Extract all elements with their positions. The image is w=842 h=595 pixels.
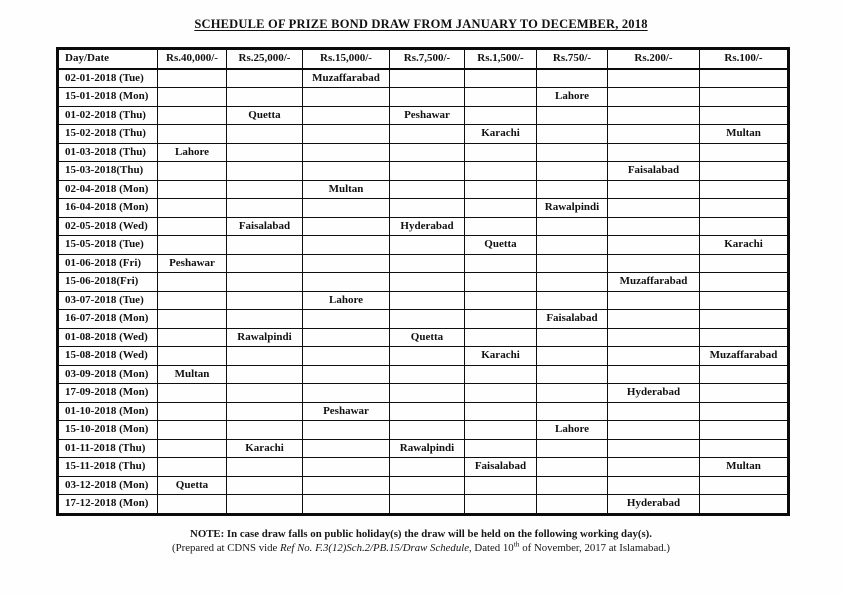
table-row — [58, 384, 789, 403]
empty-cell — [608, 236, 700, 255]
empty-cell — [227, 236, 303, 255]
draw-city-cell: Rawalpindi — [537, 199, 608, 218]
draw-city-cell: Quetta — [158, 476, 227, 495]
draw-city-cell: Multan — [700, 458, 789, 477]
empty-cell — [158, 125, 227, 144]
empty-cell — [227, 310, 303, 329]
empty-cell — [700, 254, 789, 273]
table-row — [58, 199, 789, 218]
date-cell: 01-02-2018 (Thu) — [58, 106, 158, 125]
note-suffix: of November, 2017 at Islamabad.) — [519, 542, 670, 555]
table-header — [58, 49, 789, 69]
empty-cell — [227, 458, 303, 477]
empty-cell — [303, 217, 390, 236]
empty-cell — [537, 402, 608, 421]
empty-cell — [465, 291, 537, 310]
empty-cell — [465, 384, 537, 403]
empty-cell — [158, 162, 227, 181]
empty-cell — [390, 310, 465, 329]
draw-city-cell: Karachi — [227, 439, 303, 458]
empty-cell — [537, 162, 608, 181]
empty-cell — [537, 495, 608, 515]
empty-cell — [390, 291, 465, 310]
prize-bond-schedule-table — [56, 47, 790, 516]
empty-cell — [158, 273, 227, 292]
empty-cell — [227, 273, 303, 292]
empty-cell — [465, 402, 537, 421]
draw-city-cell: Karachi — [700, 236, 789, 255]
draw-city-cell: Multan — [303, 180, 390, 199]
empty-cell — [537, 439, 608, 458]
empty-cell — [227, 254, 303, 273]
date-cell: 15-05-2018 (Tue) — [58, 236, 158, 255]
draw-city-cell: Lahore — [537, 421, 608, 440]
empty-cell — [608, 125, 700, 144]
empty-cell — [608, 254, 700, 273]
draw-city-cell: Rawalpindi — [390, 439, 465, 458]
empty-cell — [537, 476, 608, 495]
empty-cell — [303, 421, 390, 440]
empty-cell — [537, 180, 608, 199]
empty-cell — [608, 143, 700, 162]
empty-cell — [158, 458, 227, 477]
table-row — [58, 254, 789, 273]
schedule-table-body — [58, 69, 789, 515]
empty-cell — [465, 180, 537, 199]
date-cell: 01-08-2018 (Wed) — [58, 328, 158, 347]
empty-cell — [390, 458, 465, 477]
date-cell: 03-12-2018 (Mon) — [58, 476, 158, 495]
empty-cell — [700, 328, 789, 347]
empty-cell — [303, 106, 390, 125]
column-header-denomination: Rs.15,000/- — [303, 49, 390, 69]
empty-cell — [227, 402, 303, 421]
empty-cell — [465, 69, 537, 88]
empty-cell — [390, 199, 465, 218]
table-row — [58, 236, 789, 255]
empty-cell — [700, 365, 789, 384]
empty-cell — [537, 273, 608, 292]
table-row — [58, 88, 789, 107]
table-row — [58, 69, 789, 88]
empty-cell — [465, 328, 537, 347]
empty-cell — [227, 347, 303, 366]
draw-city-cell: Quetta — [465, 236, 537, 255]
empty-cell — [303, 310, 390, 329]
draw-city-cell: Faisalabad — [537, 310, 608, 329]
draw-city-cell: Quetta — [390, 328, 465, 347]
empty-cell — [537, 254, 608, 273]
empty-cell — [537, 458, 608, 477]
draw-city-cell: Multan — [700, 125, 789, 144]
empty-cell — [465, 199, 537, 218]
column-header-denomination: Rs.1,500/- — [465, 49, 537, 69]
date-cell: 15-01-2018 (Mon) — [58, 88, 158, 107]
header-row — [58, 49, 789, 69]
column-header-denomination: Rs.40,000/- — [158, 49, 227, 69]
table-row — [58, 458, 789, 477]
table-row — [58, 365, 789, 384]
empty-cell — [465, 365, 537, 384]
document-title: SCHEDULE OF PRIZE BOND DRAW FROM JANUARY TO DECEMBER, 2018 — [194, 17, 648, 31]
empty-cell — [158, 402, 227, 421]
table-row — [58, 402, 789, 421]
empty-cell — [158, 199, 227, 218]
empty-cell — [390, 402, 465, 421]
note-reference: Ref No. F.3(12)Sch.2/PB.15/Draw Schedule — [280, 542, 470, 555]
empty-cell — [158, 328, 227, 347]
empty-cell — [465, 439, 537, 458]
empty-cell — [700, 106, 789, 125]
note-mid: , Dated 10 — [469, 542, 514, 555]
empty-cell — [390, 125, 465, 144]
draw-city-cell: Hyderabad — [390, 217, 465, 236]
empty-cell — [465, 88, 537, 107]
table-row — [58, 273, 789, 292]
empty-cell — [608, 328, 700, 347]
draw-city-cell: Lahore — [303, 291, 390, 310]
empty-cell — [303, 384, 390, 403]
empty-cell — [537, 347, 608, 366]
date-cell: 02-04-2018 (Mon) — [58, 180, 158, 199]
empty-cell — [390, 69, 465, 88]
column-header-denomination: Rs.100/- — [700, 49, 789, 69]
empty-cell — [608, 458, 700, 477]
empty-cell — [227, 143, 303, 162]
draw-city-cell: Karachi — [465, 347, 537, 366]
table-row — [58, 162, 789, 181]
column-header-denomination: Rs.200/- — [608, 49, 700, 69]
column-header-day-date: Day/Date — [58, 49, 158, 69]
empty-cell — [158, 236, 227, 255]
date-cell: 15-02-2018 (Thu) — [58, 125, 158, 144]
empty-cell — [700, 384, 789, 403]
draw-city-cell: Faisalabad — [608, 162, 700, 181]
empty-cell — [465, 217, 537, 236]
empty-cell — [227, 180, 303, 199]
empty-cell — [227, 69, 303, 88]
empty-cell — [390, 236, 465, 255]
empty-cell — [390, 273, 465, 292]
table-row — [58, 476, 789, 495]
empty-cell — [537, 328, 608, 347]
empty-cell — [303, 273, 390, 292]
empty-cell — [537, 69, 608, 88]
empty-cell — [465, 254, 537, 273]
empty-cell — [227, 476, 303, 495]
empty-cell — [608, 402, 700, 421]
draw-city-cell: Karachi — [465, 125, 537, 144]
empty-cell — [537, 236, 608, 255]
empty-cell — [608, 439, 700, 458]
empty-cell — [303, 143, 390, 162]
table-row — [58, 328, 789, 347]
empty-cell — [608, 347, 700, 366]
date-cell: 01-10-2018 (Mon) — [58, 402, 158, 421]
empty-cell — [465, 310, 537, 329]
date-cell: 01-06-2018 (Fri) — [58, 254, 158, 273]
column-header-denomination: Rs.7,500/- — [390, 49, 465, 69]
empty-cell — [700, 476, 789, 495]
empty-cell — [608, 476, 700, 495]
empty-cell — [608, 180, 700, 199]
empty-cell — [390, 180, 465, 199]
empty-cell — [390, 88, 465, 107]
empty-cell — [227, 495, 303, 515]
footer-notes — [0, 528, 842, 556]
table-row — [58, 217, 789, 236]
empty-cell — [537, 291, 608, 310]
empty-cell — [303, 236, 390, 255]
column-header-denomination: Rs.750/- — [537, 49, 608, 69]
empty-cell — [303, 365, 390, 384]
empty-cell — [158, 88, 227, 107]
empty-cell — [608, 69, 700, 88]
table-row — [58, 495, 789, 515]
date-cell: 15-11-2018 (Thu) — [58, 458, 158, 477]
date-cell: 15-03-2018(Thu) — [58, 162, 158, 181]
empty-cell — [158, 180, 227, 199]
empty-cell — [303, 458, 390, 477]
empty-cell — [303, 162, 390, 181]
draw-city-cell: Peshawar — [303, 402, 390, 421]
table-row — [58, 310, 789, 329]
date-cell: 03-07-2018 (Tue) — [58, 291, 158, 310]
column-header-denomination: Rs.25,000/- — [227, 49, 303, 69]
empty-cell — [608, 421, 700, 440]
draw-city-cell: Peshawar — [390, 106, 465, 125]
empty-cell — [390, 143, 465, 162]
empty-cell — [608, 310, 700, 329]
empty-cell — [537, 217, 608, 236]
empty-cell — [390, 254, 465, 273]
empty-cell — [465, 162, 537, 181]
empty-cell — [390, 384, 465, 403]
empty-cell — [390, 162, 465, 181]
empty-cell — [227, 291, 303, 310]
table-row — [58, 143, 789, 162]
empty-cell — [537, 384, 608, 403]
empty-cell — [700, 69, 789, 88]
empty-cell — [608, 291, 700, 310]
table-row — [58, 125, 789, 144]
empty-cell — [303, 328, 390, 347]
draw-city-cell: Hyderabad — [608, 384, 700, 403]
date-cell: 17-12-2018 (Mon) — [58, 495, 158, 515]
draw-city-cell: Faisalabad — [465, 458, 537, 477]
empty-cell — [465, 106, 537, 125]
empty-cell — [158, 217, 227, 236]
date-cell: 17-09-2018 (Mon) — [58, 384, 158, 403]
empty-cell — [608, 199, 700, 218]
empty-cell — [700, 162, 789, 181]
draw-city-cell: Faisalabad — [227, 217, 303, 236]
empty-cell — [227, 365, 303, 384]
empty-cell — [158, 106, 227, 125]
empty-cell — [465, 143, 537, 162]
empty-cell — [158, 439, 227, 458]
empty-cell — [465, 421, 537, 440]
date-cell: 15-06-2018(Fri) — [58, 273, 158, 292]
draw-city-cell: Muzaffarabad — [700, 347, 789, 366]
empty-cell — [537, 125, 608, 144]
empty-cell — [303, 125, 390, 144]
empty-cell — [303, 495, 390, 515]
draw-city-cell: Hyderabad — [608, 495, 700, 515]
empty-cell — [303, 88, 390, 107]
empty-cell — [608, 88, 700, 107]
empty-cell — [158, 291, 227, 310]
empty-cell — [608, 106, 700, 125]
note-holiday: NOTE: In case draw falls on public holiday(s) the draw will be held on the following working day(s). — [190, 528, 652, 540]
empty-cell — [465, 495, 537, 515]
date-cell: 03-09-2018 (Mon) — [58, 365, 158, 384]
date-cell: 15-08-2018 (Wed) — [58, 347, 158, 366]
note-ordinal-suffix: th — [513, 539, 520, 549]
empty-cell — [303, 199, 390, 218]
date-cell: 16-04-2018 (Mon) — [58, 199, 158, 218]
date-cell: 15-10-2018 (Mon) — [58, 421, 158, 440]
note-prefix: (Prepared at CDNS vide — [172, 542, 280, 555]
empty-cell — [227, 421, 303, 440]
empty-cell — [700, 310, 789, 329]
table-row — [58, 439, 789, 458]
empty-cell — [158, 384, 227, 403]
draw-city-cell: Quetta — [227, 106, 303, 125]
empty-cell — [390, 476, 465, 495]
table-row — [58, 421, 789, 440]
empty-cell — [227, 162, 303, 181]
table-row — [58, 106, 789, 125]
empty-cell — [465, 273, 537, 292]
empty-cell — [158, 310, 227, 329]
empty-cell — [158, 69, 227, 88]
draw-city-cell: Lahore — [158, 143, 227, 162]
date-cell: 02-05-2018 (Wed) — [58, 217, 158, 236]
empty-cell — [537, 106, 608, 125]
empty-cell — [700, 88, 789, 107]
empty-cell — [700, 273, 789, 292]
empty-cell — [537, 143, 608, 162]
empty-cell — [700, 143, 789, 162]
table-row — [58, 347, 789, 366]
table-row — [58, 291, 789, 310]
empty-cell — [303, 254, 390, 273]
empty-cell — [303, 439, 390, 458]
empty-cell — [465, 476, 537, 495]
empty-cell — [700, 199, 789, 218]
empty-cell — [700, 217, 789, 236]
empty-cell — [227, 88, 303, 107]
empty-cell — [390, 365, 465, 384]
empty-cell — [158, 495, 227, 515]
note-prepared-at — [0, 541, 842, 555]
empty-cell — [303, 347, 390, 366]
draw-city-cell: Multan — [158, 365, 227, 384]
date-cell: 01-03-2018 (Thu) — [58, 143, 158, 162]
draw-city-cell: Muzaffarabad — [303, 69, 390, 88]
draw-city-cell: Muzaffarabad — [608, 273, 700, 292]
empty-cell — [158, 347, 227, 366]
draw-city-cell: Peshawar — [158, 254, 227, 273]
empty-cell — [227, 199, 303, 218]
date-cell: 01-11-2018 (Thu) — [58, 439, 158, 458]
empty-cell — [700, 421, 789, 440]
empty-cell — [158, 421, 227, 440]
empty-cell — [700, 180, 789, 199]
empty-cell — [303, 476, 390, 495]
empty-cell — [227, 384, 303, 403]
empty-cell — [608, 217, 700, 236]
empty-cell — [390, 421, 465, 440]
empty-cell — [390, 347, 465, 366]
date-cell: 16-07-2018 (Mon) — [58, 310, 158, 329]
empty-cell — [700, 439, 789, 458]
empty-cell — [700, 402, 789, 421]
table-row — [58, 180, 789, 199]
empty-cell — [227, 125, 303, 144]
date-cell: 02-01-2018 (Tue) — [58, 69, 158, 88]
empty-cell — [700, 291, 789, 310]
draw-city-cell: Lahore — [537, 88, 608, 107]
empty-cell — [700, 495, 789, 515]
empty-cell — [608, 365, 700, 384]
draw-city-cell: Rawalpindi — [227, 328, 303, 347]
empty-cell — [537, 365, 608, 384]
empty-cell — [390, 495, 465, 515]
